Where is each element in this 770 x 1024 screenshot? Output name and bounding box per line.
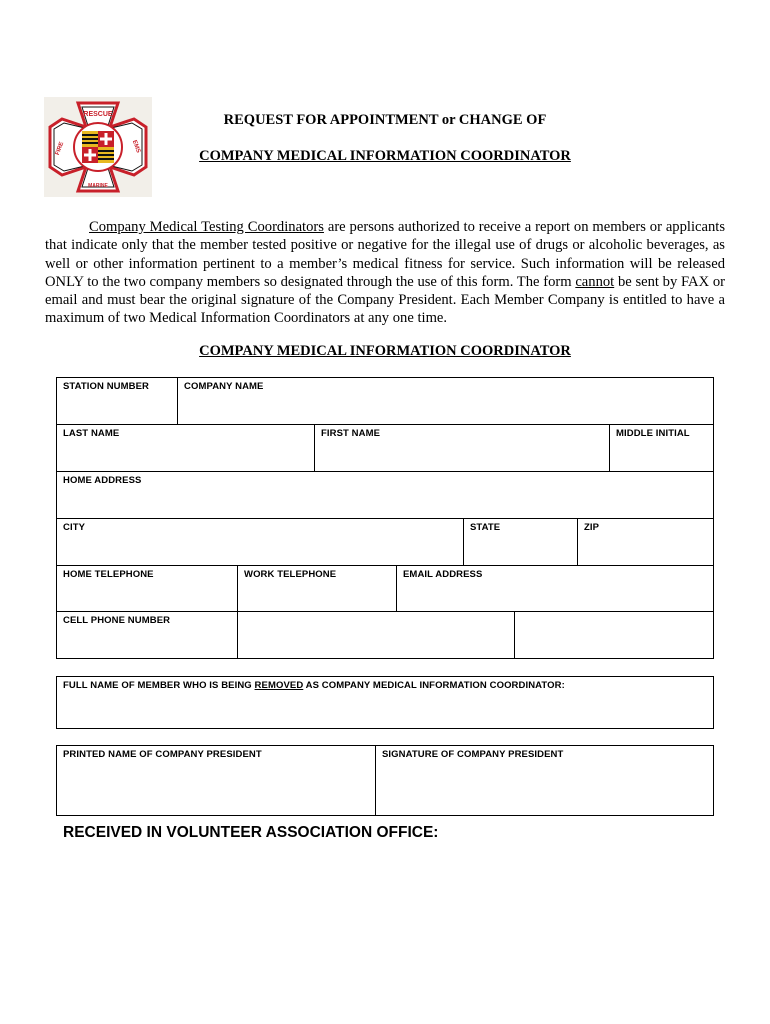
intro-text-2: be sent by FAX or email and must bear the original signature of the Company President. Each Member Company is entitled to have a maximum of two Medical Information Coordinators at any one time. xyxy=(45,273,725,327)
last-name-label: LAST NAME xyxy=(63,428,120,439)
first-name-field[interactable] xyxy=(314,424,610,472)
president-signature-field[interactable] xyxy=(375,745,714,816)
home-address-label: HOME ADDRESS xyxy=(63,475,142,486)
fire-rescue-seal-logo xyxy=(44,97,152,197)
form-title-line2: COMPANY MEDICAL INFORMATION COORDINATOR xyxy=(199,148,571,164)
president-printed-name-field[interactable] xyxy=(56,745,376,816)
removed-member-label xyxy=(63,680,713,691)
intro-paragraph xyxy=(45,218,725,328)
first-name-label: FIRST NAME xyxy=(321,428,381,439)
email-address-field[interactable] xyxy=(396,565,714,612)
company-name-field[interactable] xyxy=(177,377,714,425)
president-printed-name-label: PRINTED NAME OF COMPANY PRESIDENT xyxy=(63,749,262,760)
home-address-field[interactable] xyxy=(56,471,714,519)
received-heading: RECEIVED IN VOLUNTEER ASSOCIATION OFFICE: xyxy=(63,824,439,841)
work-telephone-field[interactable] xyxy=(237,565,397,612)
company-name-label: COMPANY NAME xyxy=(184,381,264,392)
removed-label-part2: AS COMPANY MEDICAL INFORMATION COORDINATOR: xyxy=(303,680,565,691)
cell-phone-label: CELL PHONE NUMBER xyxy=(63,615,171,626)
zip-field[interactable] xyxy=(577,518,714,566)
intro-lead: Company Medical Testing Coordinators xyxy=(89,219,324,235)
section-heading: COMPANY MEDICAL INFORMATION COORDINATOR xyxy=(199,343,571,359)
cell-phone-value-field[interactable] xyxy=(237,611,515,659)
removed-member-field[interactable] xyxy=(56,676,714,729)
form-title-line1: REQUEST FOR APPOINTMENT or CHANGE OF xyxy=(223,112,547,128)
intro-cannot: cannot xyxy=(575,273,615,290)
station-number-label: STATION NUMBER xyxy=(63,381,150,392)
zip-label: ZIP xyxy=(584,522,600,533)
last-name-field[interactable] xyxy=(56,424,315,472)
president-signature-label: SIGNATURE OF COMPANY PRESIDENT xyxy=(382,749,564,760)
home-telephone-label: HOME TELEPHONE xyxy=(63,569,154,580)
email-address-label: EMAIL ADDRESS xyxy=(403,569,483,580)
work-telephone-label: WORK TELEPHONE xyxy=(244,569,337,580)
cell-phone-field[interactable] xyxy=(56,611,238,659)
middle-initial-field[interactable] xyxy=(609,424,714,472)
station-number-field[interactable] xyxy=(56,377,178,425)
intro-text-1: are persons authorized to receive a report on members or applicants that indicate only that the member tested positive or negative for the illegal use of drugs or alcoholic beverages, as well or other information pertinent to a member’s medical fitness for service. Such information will be released ONLY to the two company members so designated through the use of this form. The form xyxy=(45,219,725,290)
removed-label-underlined: REMOVED xyxy=(254,680,304,691)
svg-text:EMS: EMS xyxy=(130,139,141,154)
middle-initial-label: MIDDLE INITIAL xyxy=(616,428,690,439)
state-field[interactable] xyxy=(463,518,578,566)
city-field[interactable] xyxy=(56,518,464,566)
state-label: STATE xyxy=(470,522,501,533)
svg-text:MARINE: MARINE xyxy=(88,183,108,189)
svg-text:FIRE: FIRE xyxy=(54,141,66,157)
city-label: CITY xyxy=(63,522,86,533)
svg-text:RESCUE: RESCUE xyxy=(83,111,113,118)
home-telephone-field[interactable] xyxy=(56,565,238,612)
cell-phone-extra-field[interactable] xyxy=(514,611,714,659)
removed-label-part1: FULL NAME OF MEMBER WHO IS BEING xyxy=(63,680,255,691)
